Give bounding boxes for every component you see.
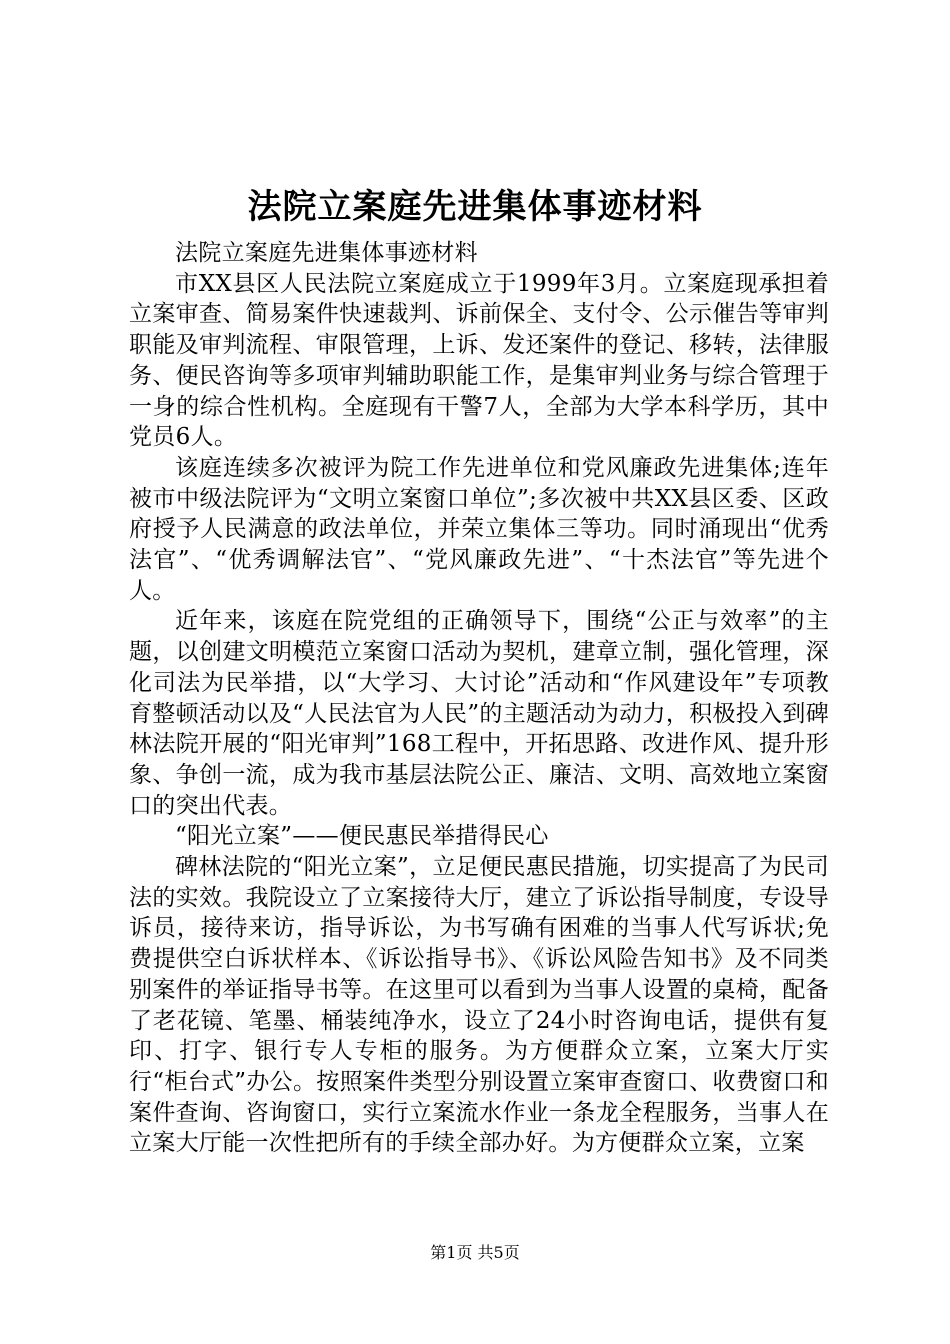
document-title: 法院立案庭先进集体事迹材料 — [247, 187, 703, 227]
section-heading: “阳光立案”——便民惠民举措得民心 — [175, 823, 549, 850]
document-body — [129, 238, 829, 1159]
paragraph-sunshine-filing: 碑林法院的“阳光立案”，立足便民惠民措施，切实提高了为民司法的实效。我院设立了立案接待大厅，建立了诉讼指导制度，专设导诉员，接待来访，指导诉讼，为书写确有困难的当事人代写诉状;免费提供空白诉状样本、《诉讼指导书》、《诉讼风险告知书》及不同类别案件的举证指导书等。在这里可以看到为当事人设置的桌椅，配备了老花镜、笔墨、桶装纯净水，设立了24小时咨询电话，提供有复印、打字、银行专人专柜的服务。为方便群众立案，立案大厅实行“柜台式”办公。按照案件类型分别设置立案审查窗口、收费窗口和案件查询、咨询窗口，实行立案流水作业一条龙全程服务，当事人在立案大厅能一次性把所有的手续全部办好。为方便群众立案，立案 — [129, 854, 829, 1157]
paragraph-intro: 市XX县区人民法院立案庭成立于1999年3月。立案庭现承担着立案审查、简易案件快速裁判、诉前保全、支付令、公示催告等审判职能及审判流程、审限管理，上诉、发还案件的登记、移转，法律服务、便民咨询等多项审判辅助职能工作，是集审判业务与综合管理于一身的综合性机构。全庭现有干警7人，全部为大学本科学历，其中党员6人。 — [129, 270, 829, 451]
paragraph-subtitle: 法院立案庭先进集体事迹材料 — [175, 240, 478, 266]
paragraph-recent-years: 近年来，该庭在院党组的正确领导下，围绕“公正与效率”的主题，以创建文明模范立案窗口活动为契机，建章立制，强化管理，深化司法为民举措，以“大学习、大讨论”活动和“作风建设年”专项教育整顿活动以及“人民法官为人民”的主题活动为动力，积极投入到碑林法院开展的“阳光审判”168工程中，开拓思路、改进作风、提升形象、争创一流，成为我市基层法院公正、廉洁、文明、高效地立案窗口的突出代表。 — [129, 608, 829, 819]
paragraph-honors: 该庭连续多次被评为院工作先进单位和党风廉政先进集体;连年被市中级法院评为“文明立案窗口单位”;多次被中共XX县区委、区政府授予人民满意的政法单位，并荣立集体三等功。同时涌现出“优秀法官”、“优秀调解法官”、“党风廉政先进”、“十杰法官”等先进个人。 — [129, 454, 829, 604]
page-footer: 第1页 共5页 — [430, 1243, 520, 1262]
